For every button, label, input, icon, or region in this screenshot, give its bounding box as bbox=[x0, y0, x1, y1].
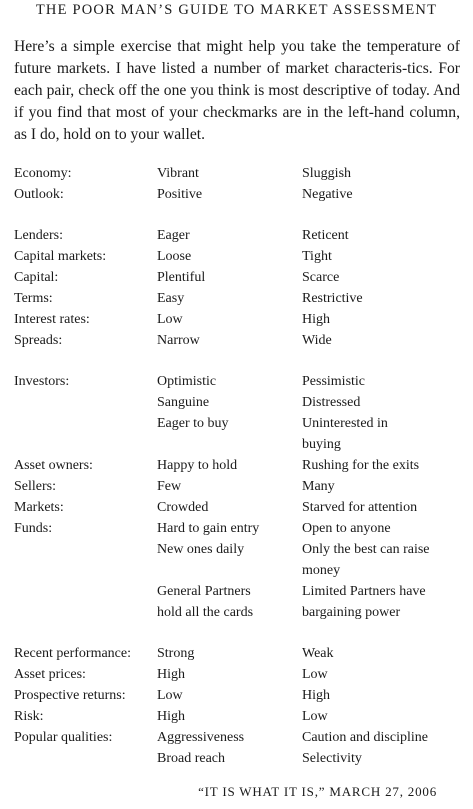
left-column-value: Broad reach bbox=[157, 751, 226, 766]
left-column-value: Eager bbox=[157, 228, 190, 243]
table-row bbox=[14, 602, 463, 623]
table-row bbox=[14, 288, 463, 309]
characteristic-label: Lenders: bbox=[14, 228, 63, 243]
table-row bbox=[14, 392, 463, 413]
left-column-value: Optimistic bbox=[157, 374, 217, 389]
table-row bbox=[14, 163, 463, 184]
characteristic-label: Popular qualities: bbox=[14, 730, 113, 745]
table-row bbox=[14, 706, 463, 727]
right-column-value: buying bbox=[302, 437, 341, 452]
characteristic-label: Investors: bbox=[14, 374, 70, 389]
assessment-table bbox=[14, 163, 463, 769]
characteristic-label: Sellers: bbox=[14, 479, 56, 494]
table-row bbox=[14, 518, 463, 539]
characteristic-label: Funds: bbox=[14, 521, 53, 536]
left-column-value: Plentiful bbox=[157, 270, 206, 285]
table-row bbox=[14, 330, 463, 351]
left-column-value: Eager to buy bbox=[157, 416, 229, 431]
left-column-value: Easy bbox=[157, 291, 185, 306]
table-row bbox=[14, 267, 463, 288]
right-column-value: Tight bbox=[302, 249, 332, 264]
row-spacer bbox=[14, 623, 463, 643]
left-column-value: Low bbox=[157, 688, 183, 703]
table-row bbox=[14, 246, 463, 267]
table-row bbox=[14, 727, 463, 748]
right-column-value: bargaining power bbox=[302, 605, 401, 620]
left-column-value: Loose bbox=[157, 249, 192, 264]
table-row bbox=[14, 581, 463, 602]
row-spacer bbox=[14, 351, 463, 371]
characteristic-label: Asset prices: bbox=[14, 667, 86, 682]
table-row bbox=[14, 184, 463, 205]
table-row bbox=[14, 643, 463, 664]
left-column-value: High bbox=[157, 709, 185, 724]
table-row bbox=[14, 539, 463, 560]
right-column-value: Open to anyone bbox=[302, 521, 391, 536]
characteristic-label: Recent performance: bbox=[14, 646, 131, 661]
characteristic-label: Asset owners: bbox=[14, 458, 93, 473]
right-column-value: Uninterested in bbox=[302, 416, 388, 431]
table-row bbox=[14, 497, 463, 518]
left-column-value: Narrow bbox=[157, 333, 200, 348]
characteristic-label: Spreads: bbox=[14, 333, 63, 348]
left-column-value: Happy to hold bbox=[157, 458, 238, 473]
table-row bbox=[14, 560, 463, 581]
left-column-value: Strong bbox=[157, 646, 195, 661]
right-column-value: Low bbox=[302, 709, 328, 724]
left-column-value: Low bbox=[157, 312, 183, 327]
table-row bbox=[14, 309, 463, 330]
right-column-value: Starved for attention bbox=[302, 500, 418, 515]
right-column-value: money bbox=[302, 563, 341, 578]
table-row bbox=[14, 455, 463, 476]
table-row bbox=[14, 413, 463, 434]
right-column-value: Wide bbox=[302, 333, 332, 348]
table-row bbox=[14, 476, 463, 497]
right-column-value: Limited Partners have bbox=[302, 584, 426, 599]
table-row bbox=[14, 434, 463, 455]
right-column-value: Reticent bbox=[302, 228, 349, 243]
characteristic-label: Capital markets: bbox=[14, 249, 107, 264]
left-column-value: hold all the cards bbox=[157, 605, 254, 620]
table-row bbox=[14, 664, 463, 685]
left-column-value: Few bbox=[157, 479, 182, 494]
characteristic-label: Risk: bbox=[14, 709, 44, 724]
table-row bbox=[14, 225, 463, 246]
left-column-value: High bbox=[157, 667, 185, 682]
right-column-value: Weak bbox=[302, 646, 334, 661]
left-column-value: Positive bbox=[157, 187, 203, 202]
characteristic-label: Terms: bbox=[14, 291, 53, 306]
characteristic-label: Economy: bbox=[14, 166, 72, 181]
table-row bbox=[14, 685, 463, 706]
right-column-value: Restrictive bbox=[302, 291, 363, 306]
left-column-value: New ones daily bbox=[157, 542, 245, 557]
left-column-value: Vibrant bbox=[157, 166, 199, 181]
right-column-value: Scarce bbox=[302, 270, 340, 285]
right-column-value: Only the best can raise bbox=[302, 542, 430, 557]
page-title: THE POOR MAN’S GUIDE TO MARKET ASSESSMENT bbox=[35, 2, 438, 18]
source-citation: “IT IS WHAT IT IS,” MARCH 27, 2006 bbox=[198, 784, 437, 799]
right-column-value: Pessimistic bbox=[302, 374, 366, 389]
characteristic-label: Markets: bbox=[14, 500, 64, 515]
characteristic-label: Interest rates: bbox=[14, 312, 90, 327]
right-column-value: High bbox=[302, 312, 330, 327]
table-row bbox=[14, 371, 463, 392]
left-column-value: Sanguine bbox=[157, 395, 210, 410]
right-column-value: Negative bbox=[302, 187, 353, 202]
right-column-value: Rushing for the exits bbox=[302, 458, 420, 473]
right-column-value: Low bbox=[302, 667, 328, 682]
row-spacer bbox=[14, 205, 463, 225]
characteristic-label: Prospective returns: bbox=[14, 688, 126, 703]
intro-paragraph: Here’s a simple exercise that might help you take the temperature of future markets. I have listed a number of market characteris-tics. For each pair, check off the one you think is most descriptive of today. And if you find that most of your checkmarks are in the left-hand column, as I do, hold on to your wallet. bbox=[14, 38, 460, 143]
characteristic-label: Outlook: bbox=[14, 187, 64, 202]
right-column-value: Distressed bbox=[302, 395, 361, 410]
table-row bbox=[14, 748, 463, 769]
right-column-value: Sluggish bbox=[302, 166, 352, 181]
right-column-value: Many bbox=[302, 479, 335, 494]
left-column-value: Aggressiveness bbox=[157, 730, 245, 745]
right-column-value: High bbox=[302, 688, 330, 703]
left-column-value: Crowded bbox=[157, 500, 209, 515]
right-column-value: Caution and discipline bbox=[302, 730, 428, 745]
left-column-value: General Partners bbox=[157, 584, 251, 599]
right-column-value: Selectivity bbox=[302, 751, 362, 766]
left-column-value: Hard to gain entry bbox=[157, 521, 260, 536]
characteristic-label: Capital: bbox=[14, 270, 59, 285]
